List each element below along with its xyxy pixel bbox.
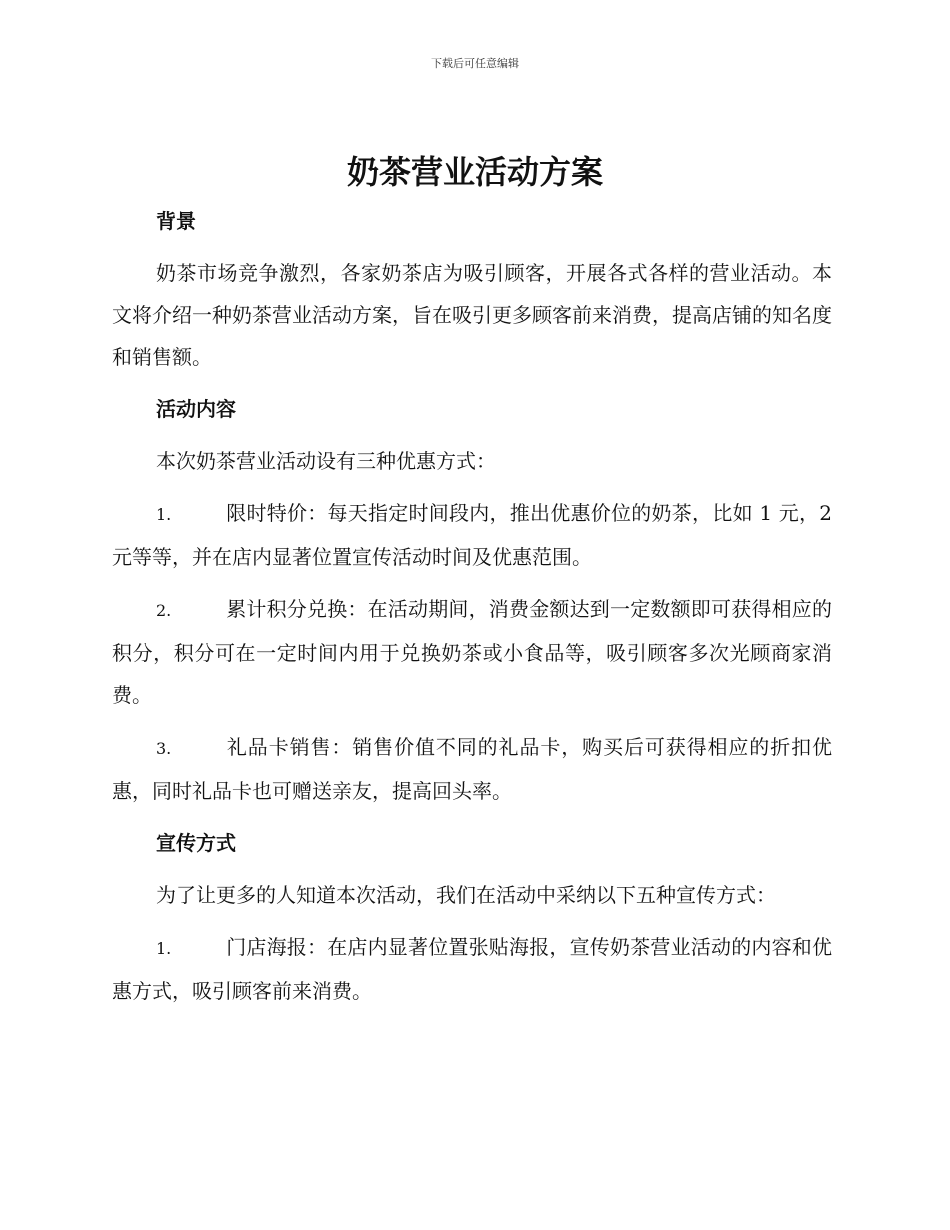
document-title: 奶茶营业活动方案 (346, 153, 603, 191)
activity-item-1 (112, 492, 832, 578)
list-text: 门店海报：在店内显著位置张贴海报，宣传奶茶营业活动的内容和优惠方式，吸引顾客前来消费。 (112, 935, 832, 1003)
section-heading-background: 背景 (156, 209, 196, 233)
activity-item-3 (112, 726, 832, 812)
header-note: 下载后可任意编辑 (431, 57, 519, 70)
section-heading-activity: 活动内容 (156, 397, 236, 421)
activity-intro: 本次奶茶营业活动设有三种优惠方式： (156, 449, 496, 473)
activity-item-2 (112, 588, 832, 716)
list-number: 1. (156, 939, 172, 958)
list-text: 礼品卡销售：销售价值不同的礼品卡，购买后可获得相应的折扣优惠，同时礼品卡也可赠送亲友，提高回头率。 (112, 735, 832, 803)
list-text: 累计积分兑换：在活动期间，消费金额达到一定数额即可获得相应的积分，积分可在一定时间内用于兑换奶茶或小食品等，吸引顾客多次光顾商家消费。 (112, 597, 832, 707)
document-body (112, 200, 832, 1012)
background-paragraph: 奶茶市场竞争激烈，各家奶茶店为吸引顾客，开展各式各样的营业活动。本文将介绍一种奶茶营业活动方案，旨在吸引更多顾客前来消费，提高店铺的知名度和销售额。 (112, 261, 832, 369)
list-text: 限时特价：每天指定时间段内，推出优惠价位的奶茶，比如 1 元，2 元等等，并在店内显著位置宣传活动时间及优惠范围。 (112, 501, 832, 569)
section-heading-promotion: 宣传方式 (156, 831, 236, 855)
list-number: 3. (156, 739, 172, 758)
list-number: 2. (156, 601, 172, 620)
promotion-intro: 为了让更多的人知道本次活动，我们在活动中采纳以下五种宣传方式： (156, 883, 776, 907)
list-number: 1. (156, 505, 172, 524)
promotion-item-1 (112, 926, 832, 1012)
